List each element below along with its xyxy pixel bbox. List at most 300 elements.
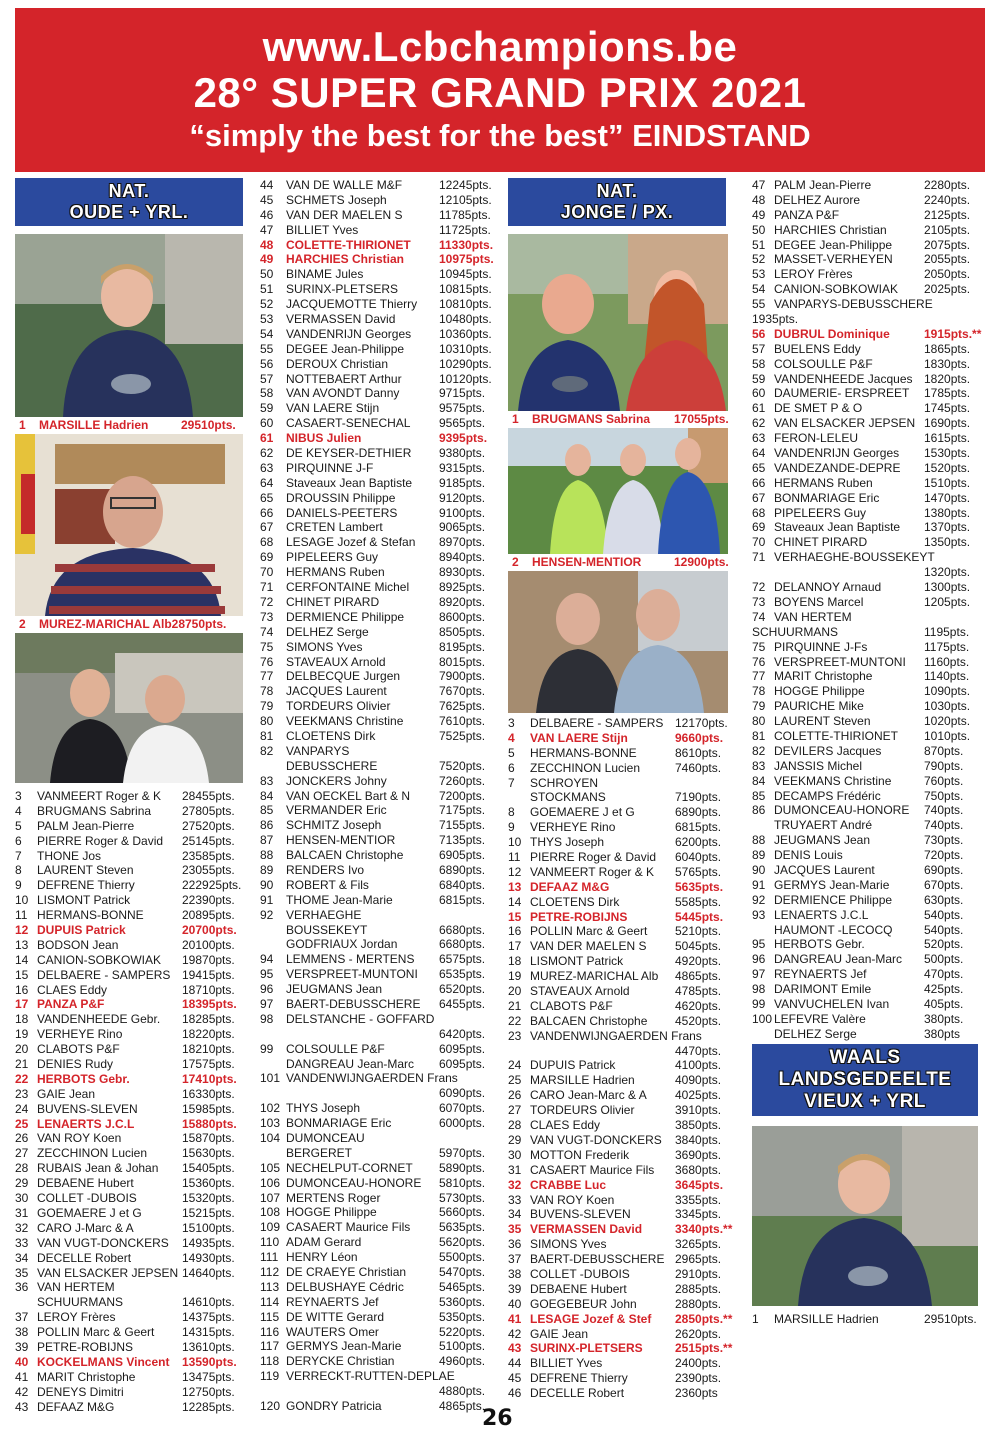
- rank: 1: [512, 412, 519, 426]
- points: 14935pts.: [182, 1235, 235, 1250]
- fancier-name: SCHMETS Joseph: [286, 192, 387, 207]
- points: 730pts.: [924, 833, 964, 848]
- points: 10810pts.: [439, 297, 492, 312]
- ranking-row: [752, 878, 984, 893]
- section-title-line: WAALS: [829, 1046, 901, 1068]
- fancier-name: DELBAERE - SAMPERS: [530, 716, 664, 730]
- fancier-name: BONMARIAGE Eric: [774, 490, 880, 505]
- ranking-row: [752, 327, 984, 342]
- ranking-row: [508, 850, 736, 865]
- ranking-row: [752, 506, 984, 521]
- winner-row: [508, 554, 736, 571]
- ranking-row: [508, 1341, 736, 1356]
- fancier-name: DE KEYSER-DETHIER: [286, 446, 412, 461]
- ranking-row: [15, 968, 243, 983]
- fancier-name: VERSPREET-MUNTONI: [774, 654, 906, 669]
- fancier-name: HERBOTS Gebr.: [774, 937, 865, 952]
- rank: 115: [260, 1309, 280, 1324]
- rank: [508, 1044, 530, 1059]
- fancier-name: DEFAAZ M&G: [37, 1399, 115, 1414]
- points: 1175pts.: [924, 639, 970, 654]
- points: 25145pts.: [182, 833, 235, 848]
- points: 10480pts.: [439, 312, 492, 327]
- section-title-line: NAT.: [108, 181, 150, 201]
- rank: 80: [752, 714, 766, 729]
- points: 2390pts.: [675, 1371, 722, 1386]
- rank: 36: [15, 1280, 29, 1295]
- ranking-row: [752, 893, 984, 908]
- rank: 35: [508, 1222, 522, 1237]
- points: 4470pts.: [675, 1043, 722, 1058]
- points: 6535pts.: [439, 967, 486, 982]
- photo-winner-1: [508, 234, 728, 411]
- fancier-name: COLETTE-THIRIONET: [774, 728, 899, 743]
- rank: 89: [260, 862, 274, 877]
- fancier-name: GOEGEBEUR John: [530, 1296, 637, 1311]
- rank: 21: [508, 998, 522, 1013]
- rank: 23: [15, 1086, 29, 1101]
- ranking-row: [508, 1044, 736, 1059]
- rank: 101: [260, 1071, 281, 1086]
- points: 520pts.: [924, 937, 964, 952]
- points: 11785pts.: [439, 207, 491, 222]
- ranking-row: [260, 208, 495, 223]
- points: 1820pts.: [924, 371, 971, 386]
- rank: 35: [15, 1265, 29, 1280]
- points: 6200pts.: [675, 835, 722, 850]
- rank: 6: [15, 833, 22, 848]
- ranking-row: [260, 640, 495, 655]
- rank: 26: [508, 1088, 522, 1103]
- rank: 39: [508, 1281, 522, 1296]
- fancier-name: SCHUURMANS: [37, 1295, 124, 1310]
- fancier-name: DENIES Rudy: [37, 1057, 114, 1072]
- rank: 84: [752, 773, 766, 788]
- rank: 48: [260, 237, 274, 252]
- fancier-name: HERMANS-BONNE: [530, 745, 637, 760]
- ranking-row: [752, 491, 984, 506]
- fancier-name: CANION-SOBKOWIAK: [774, 282, 899, 297]
- ranking-row: [260, 580, 495, 595]
- points: 6455pts.: [439, 996, 486, 1011]
- points: 3910pts.: [675, 1103, 722, 1118]
- points: 760pts.: [924, 773, 964, 788]
- points: 7260pts.: [439, 773, 486, 788]
- fancier-name: HERMANS-BONNE: [37, 908, 144, 923]
- fancier-name: SIMONS Yves: [286, 639, 363, 654]
- points: 7155pts.: [439, 818, 486, 833]
- ranking-row: [752, 744, 984, 759]
- rank: 66: [752, 475, 766, 490]
- points: 29510pts.: [181, 418, 236, 432]
- fancier-name: GOEMAERE J et G: [530, 805, 635, 820]
- ranking-row: [15, 1236, 243, 1251]
- fancier-name: TORDEURS Olivier: [286, 699, 391, 714]
- fancier-name: VEEKMANS Christine: [286, 714, 404, 729]
- fancier-name: NECHELPUT-CORNET: [286, 1160, 413, 1175]
- fancier-name: VAN HERTEM: [774, 609, 852, 624]
- ranking-row: [15, 804, 243, 819]
- rank: 71: [260, 580, 274, 595]
- fancier-name: DROUSSIN Philippe: [286, 490, 396, 505]
- fancier-name: JEUGMANS Jean: [286, 982, 383, 997]
- points: 5635pts.: [675, 879, 724, 894]
- ranking-row: [752, 520, 984, 535]
- ranking-row: [508, 910, 736, 925]
- rank: 118: [260, 1354, 280, 1369]
- rank: 92: [260, 907, 274, 922]
- ranking-row: [752, 267, 984, 282]
- points: 13610pts.: [182, 1339, 235, 1354]
- rank: [260, 1027, 286, 1042]
- fancier-name: JONCKERS Johny: [286, 773, 387, 788]
- rank: 61: [260, 431, 274, 446]
- points: 19870pts.: [182, 952, 235, 967]
- ranking-row: [260, 1027, 495, 1042]
- rank: 17: [15, 997, 29, 1012]
- fancier-name: VANPARYS-DEBUSSCHERE: [774, 297, 933, 312]
- rank: 38: [508, 1266, 522, 1281]
- ranking-row: [15, 997, 243, 1012]
- ranking-row: [752, 1012, 984, 1027]
- ranking-row: [508, 1237, 736, 1252]
- fancier-name: DEVILERS Jacques: [774, 743, 882, 758]
- ranking-row: [260, 908, 495, 923]
- fancier-name: ZECCHINON Lucien: [530, 760, 641, 775]
- points: 8610pts.: [675, 745, 722, 760]
- points: 2400pts.: [675, 1356, 722, 1371]
- ranking-row: [260, 312, 495, 327]
- points: 540pts.: [924, 922, 964, 937]
- points: 6905pts.: [439, 848, 486, 863]
- points: 1020pts.: [924, 714, 971, 729]
- fancier-name: DELBECQUE Jurgen: [286, 669, 401, 684]
- rank: 71: [752, 550, 766, 565]
- fancier-name: HERMANS Ruben: [774, 475, 873, 490]
- fancier-name: THONE Jos: [37, 848, 102, 863]
- ranking-row: [508, 969, 736, 984]
- fancier-name: VAN DER MAELEN S: [530, 939, 647, 954]
- fancier-name: LISMONT Patrick: [530, 954, 624, 969]
- ranking-row: [508, 790, 736, 805]
- rank: 7: [15, 848, 22, 863]
- fancier-name: CERFONTAINE Michel: [286, 580, 410, 595]
- ranking-row: [260, 1265, 495, 1280]
- fancier-name: DE WITTE Gerard: [286, 1309, 385, 1324]
- rank: 37: [508, 1252, 522, 1267]
- ranking-row: [260, 1057, 495, 1072]
- ranking-row: [15, 1117, 243, 1132]
- ranking-row: [508, 1029, 736, 1044]
- ranking-row: [260, 833, 495, 848]
- fancier-name: DELANNOY Arnaud: [774, 580, 882, 595]
- section-title-oude: [15, 178, 243, 226]
- rank: 117: [260, 1339, 280, 1354]
- points: 13475pts.: [182, 1369, 235, 1384]
- points: 2885pts.: [675, 1281, 722, 1296]
- fancier-name: DEBUSSCHERE: [286, 758, 378, 773]
- fancier-name: CARO Jean-Marc & A: [530, 1088, 647, 1103]
- points: 7460pts.: [675, 760, 722, 775]
- rank: 21: [15, 1057, 29, 1072]
- rank: 54: [260, 326, 274, 341]
- ranking-row: [15, 1072, 243, 1087]
- ranking-row: [260, 803, 495, 818]
- rank: 72: [752, 580, 766, 595]
- ranking-row: [15, 1221, 243, 1236]
- fancier-name: RUBAIS Jean & Johan: [37, 1161, 159, 1176]
- rank: 28: [508, 1118, 522, 1133]
- rank: 62: [752, 416, 766, 431]
- fancier-name: JACQUES Laurent: [286, 684, 387, 699]
- points: 5660pts.: [439, 1205, 486, 1220]
- points: 10815pts.: [439, 282, 492, 297]
- ranking-row: [15, 1400, 243, 1415]
- rank: 9: [15, 878, 22, 893]
- ranking-row: [15, 1191, 243, 1206]
- points: 3355pts.: [675, 1192, 722, 1207]
- ranking-row: [260, 714, 495, 729]
- points: 4520pts.: [675, 1013, 722, 1028]
- points: 1865pts.: [924, 341, 971, 356]
- fancier-name: SIMONS Yves: [530, 1237, 607, 1252]
- fancier-name: LENAERTS J.C.L: [774, 907, 869, 922]
- points: 2125pts.: [924, 207, 971, 222]
- rank: [752, 923, 774, 938]
- fancier-name: KOCKELMANS Vincent: [37, 1354, 170, 1369]
- rank: 75: [260, 639, 274, 654]
- points: 8505pts.: [439, 624, 486, 639]
- fancier-name: DEGEE Jean-Philippe: [286, 341, 405, 356]
- rank: 12: [15, 923, 29, 938]
- points: 20100pts.: [182, 937, 235, 952]
- rank: 3: [15, 789, 22, 803]
- points: 5350pts.: [439, 1309, 486, 1324]
- ranking-list-oude-continued: [260, 178, 495, 1414]
- points: 2105pts.: [924, 222, 971, 237]
- points: 10360pts.: [439, 326, 492, 341]
- rank: 62: [260, 446, 274, 461]
- section-title-line: OUDE + YRL.: [69, 202, 189, 222]
- ranking-row: [260, 952, 495, 967]
- rank: 82: [260, 743, 274, 758]
- ranking-row: [260, 476, 495, 491]
- points: 13590pts.: [182, 1354, 237, 1369]
- photo-winner-2: [15, 434, 243, 616]
- fancier-name: DE CRAEYE Christian: [286, 1265, 407, 1280]
- points: 1140pts.: [924, 669, 970, 684]
- ranking-row: [15, 1385, 243, 1400]
- ranking-row: [15, 1206, 243, 1221]
- ranking-row: [508, 1386, 736, 1401]
- fancier-name: DERMIENCE Philippe: [774, 892, 893, 907]
- points: 9315pts.: [439, 460, 486, 475]
- ranking-row: [752, 252, 984, 267]
- rank: 28: [15, 1161, 29, 1176]
- fancier-name: SCHMITZ Joseph: [286, 818, 382, 833]
- fancier-name: VAN HERTEM: [37, 1280, 115, 1295]
- ranking-row: [752, 1312, 984, 1327]
- fancier-name: FERON-LELEU: [774, 431, 859, 446]
- points: 9660pts.: [675, 730, 724, 745]
- fancier-name: VERSPREET-MUNTONI: [286, 967, 418, 982]
- points: 8940pts.: [439, 550, 486, 565]
- points: 790pts.: [924, 758, 964, 773]
- ranking-row: [508, 1267, 736, 1282]
- rank: 88: [260, 848, 274, 863]
- fancier-name: WAUTERS Omer: [286, 1324, 379, 1339]
- winner-photo-image: [508, 571, 728, 713]
- fancier-name: BILLIET Yves: [530, 1356, 603, 1371]
- ranking-row: [508, 1327, 736, 1342]
- website-url[interactable]: www.Lcbchampions.be: [262, 23, 738, 70]
- rank: 8: [508, 805, 515, 820]
- fancier-name: HOGGE Philippe: [286, 1205, 377, 1220]
- points: 750pts.: [924, 788, 964, 803]
- points: 6815pts.: [439, 892, 486, 907]
- rank: 77: [260, 669, 274, 684]
- ranking-row: [752, 967, 984, 982]
- fancier-name: BRUGMANS Sabrina: [37, 803, 152, 818]
- ranking-row: [15, 1280, 243, 1295]
- rank: 16: [508, 924, 522, 939]
- points: 1090pts.: [924, 684, 971, 699]
- fancier-name: VAN ROY Koen: [37, 1131, 122, 1146]
- rank: 15: [508, 909, 522, 924]
- ranking-row: [15, 789, 243, 804]
- ranking-row: [508, 1073, 736, 1088]
- points: 2880pts.: [675, 1296, 722, 1311]
- ranking-row: [508, 954, 736, 969]
- points: 380pts.: [924, 1011, 964, 1026]
- rank: 67: [752, 490, 766, 505]
- rank: 78: [752, 684, 766, 699]
- fancier-name: DUPUIS Patrick: [530, 1058, 616, 1073]
- ranking-row: [260, 1101, 495, 1116]
- ranking-row: [508, 1178, 736, 1193]
- fancier-name: SCHROYEN: [530, 775, 599, 790]
- rank: 103: [260, 1116, 281, 1131]
- rank: [752, 1027, 774, 1042]
- ranking-row: [752, 774, 984, 789]
- rank: 74: [260, 624, 274, 639]
- rank: 44: [508, 1356, 522, 1371]
- rank: 50: [260, 267, 274, 282]
- ranking-row: [15, 983, 243, 998]
- points: 7525pts.: [439, 728, 486, 743]
- ranking-row: [260, 297, 495, 312]
- ranking-row: [260, 625, 495, 640]
- ranking-row: [260, 610, 495, 625]
- ranking-row: [260, 759, 495, 774]
- points: 12900pts.: [674, 555, 729, 569]
- fancier-name: CRABBE Luc: [530, 1177, 607, 1192]
- rank: 18: [15, 1012, 29, 1027]
- points: 2910pts.: [675, 1266, 722, 1281]
- points: 6890pts.: [439, 862, 486, 877]
- fancier-name: MARIT Christophe: [37, 1369, 136, 1384]
- rank: 2: [19, 617, 26, 631]
- points: 2515pts.**: [675, 1341, 733, 1356]
- ranking-row: [508, 1282, 736, 1297]
- points: 2055pts.: [924, 252, 971, 267]
- winner-photo-image: [752, 1126, 978, 1306]
- ranking-row: [15, 1087, 243, 1102]
- fancier-name: LESAGE Jozef & Stef: [530, 1311, 652, 1326]
- points: 1160pts.: [924, 654, 970, 669]
- points: 17410pts.: [182, 1071, 237, 1086]
- fancier-name: DELBAERE - SAMPERS: [37, 967, 171, 982]
- fancier-name: LESAGE Jozef & Stefan: [286, 535, 416, 550]
- rank: 100: [752, 1011, 773, 1026]
- fancier-name: GERMYS Jean-Marie: [774, 877, 890, 892]
- points: 12285pts.: [182, 1399, 235, 1414]
- winner-row: [15, 417, 243, 434]
- rank: 87: [260, 833, 274, 848]
- fancier-name: HERBOTS Gebr.: [37, 1071, 130, 1086]
- rank: 116: [260, 1324, 280, 1339]
- points: 8195pts.: [439, 639, 486, 654]
- fancier-name: LAURENT Steven: [37, 863, 134, 878]
- rank: 25: [15, 1116, 29, 1131]
- fancier-name: [774, 565, 924, 580]
- rank: 60: [260, 416, 274, 431]
- fancier-name: DUMONCEAU-HONORE: [286, 1175, 422, 1190]
- fancier-name: JANSSIS Michel: [774, 758, 863, 773]
- rank: 44: [260, 178, 274, 192]
- fancier-name: DELHEZ Aurore: [774, 192, 861, 207]
- points: 14315pts.: [182, 1325, 235, 1340]
- points: 12750pts.: [182, 1384, 235, 1399]
- points: 8015pts.: [439, 654, 486, 669]
- photo-winner-2: [508, 428, 728, 554]
- fancier-name: BAERT-DEBUSSCHERE: [530, 1252, 665, 1267]
- fancier-name: CASAERT Maurice Fils: [530, 1162, 655, 1177]
- rank: 85: [260, 803, 274, 818]
- fancier-name: DENIS Louis: [774, 848, 843, 863]
- points: 15320pts.: [182, 1191, 235, 1206]
- rank: 76: [752, 654, 766, 669]
- ranking-row: [508, 1312, 736, 1327]
- ranking-row: [15, 834, 243, 849]
- points: 1615pts.: [924, 431, 971, 446]
- points: 15100pts.: [182, 1220, 235, 1235]
- points: 5465pts.: [439, 1279, 486, 1294]
- ranking-row: [260, 238, 495, 253]
- ranking-row: [15, 1057, 243, 1072]
- ranking-row: [508, 939, 736, 954]
- points: 5635pts.: [439, 1220, 486, 1235]
- rank: [260, 1146, 286, 1161]
- ranking-row: [752, 342, 984, 357]
- ranking-row: [260, 1191, 495, 1206]
- fancier-name: LEMMENS - MERTENS: [286, 952, 415, 967]
- fancier-name: SURINX-PLETSERS: [286, 282, 399, 297]
- ranking-row: [15, 849, 243, 864]
- rank: 67: [260, 520, 274, 535]
- rank: 1: [19, 418, 26, 432]
- ranking-row: [260, 1220, 495, 1235]
- fancier-name: VANDENRIJN Georges: [774, 446, 900, 461]
- rank: 29: [508, 1132, 522, 1147]
- points: 27520pts.: [182, 818, 235, 833]
- rank: 33: [508, 1192, 522, 1207]
- ranking-row: [260, 550, 495, 565]
- rank: 57: [260, 371, 274, 386]
- points: 7200pts.: [439, 788, 486, 803]
- points: 2360pts: [675, 1386, 718, 1401]
- fancier-name: BONMARIAGE Eric: [286, 1116, 392, 1131]
